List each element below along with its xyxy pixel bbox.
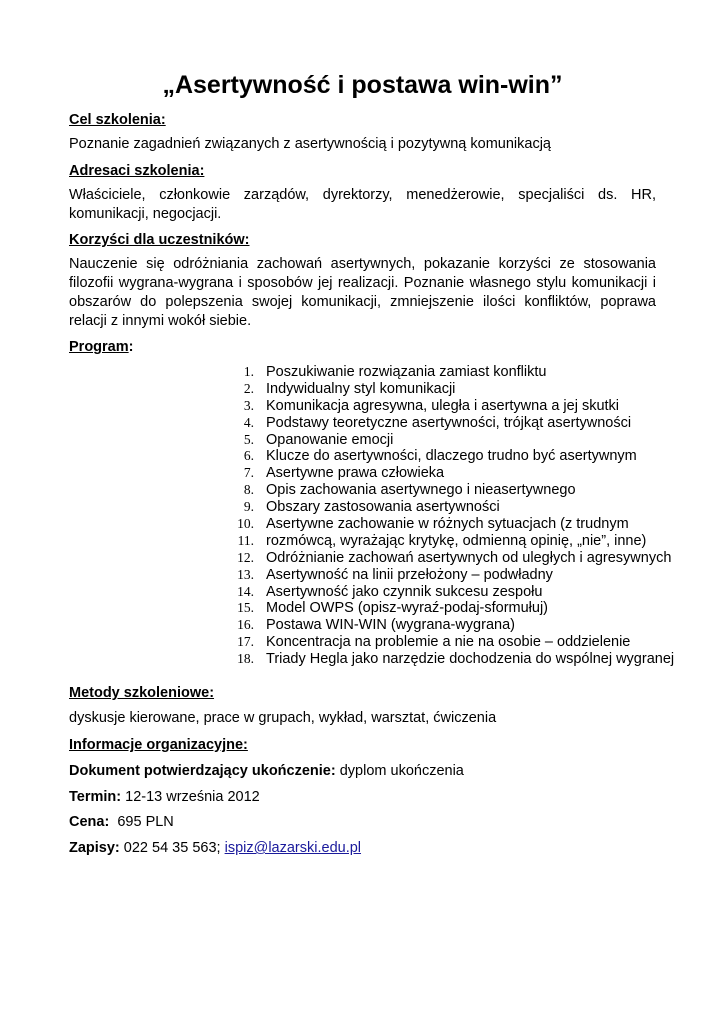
program-item	[224, 550, 674, 567]
program-item-number: 15.	[237, 600, 254, 616]
termin-label: Termin:	[69, 789, 122, 805]
document-title: „Asertywność i postawa win-win”	[162, 71, 563, 99]
termin-value: 12-13 września 2012	[121, 789, 260, 805]
program-heading	[69, 338, 133, 356]
program-list	[224, 364, 674, 668]
program-item	[224, 499, 674, 516]
program-item-number: 16.	[237, 617, 254, 633]
program-item-number: 9.	[243, 499, 254, 515]
program-item	[224, 617, 674, 634]
zapisy-phone: 022 54 35 563;	[119, 840, 225, 856]
program-item	[224, 482, 674, 499]
program-item-text: Obszary zastosowania asertywności	[266, 499, 500, 516]
program-item-number: 12.	[237, 549, 254, 565]
program-item-text: Asertywność jako czynnik sukcesu zespołu	[266, 583, 543, 600]
program-item	[224, 567, 674, 584]
program-item-number: 3.	[243, 397, 254, 413]
program-item-text: Indywidualny styl komunikacji	[266, 380, 456, 397]
program-heading-colon: :	[128, 339, 134, 355]
program-item	[224, 516, 674, 533]
program-item-text: Asertywne zachowanie w różnych sytuacjach (z trudnym	[266, 516, 629, 533]
dokument-line	[69, 762, 464, 780]
cena-label: Cena:	[69, 814, 110, 830]
program-item	[224, 634, 674, 651]
program-item	[224, 600, 674, 617]
program-item-text: Asertywność na linii przełożony – podwładny	[266, 566, 553, 583]
cena-line	[69, 813, 174, 831]
program-item	[224, 584, 674, 601]
program-item	[224, 465, 674, 482]
program-item-number: 18.	[237, 651, 254, 667]
program-item-text: Poszukiwanie rozwiązania zamiast konfliktu	[266, 364, 547, 380]
program-item-number: 8.	[243, 482, 254, 498]
program-item-number: 10.	[237, 516, 254, 532]
zapisy-label: Zapisy:	[69, 840, 120, 856]
dokument-label: Dokument potwierdzający ukończenie:	[69, 763, 336, 779]
program-item-text: Model OWPS (opisz-wyraź-podaj-sformułuj)	[266, 600, 549, 617]
cel-text: Poznanie zagadnień związanych z asertywnością i pozytywną komunikacją	[69, 136, 551, 152]
program-item-text: Asertywne prawa człowieka	[266, 465, 445, 482]
program-item-text: Triady Hegla jako narzędzie dochodzenia do wspólnej wygranej	[266, 651, 675, 668]
program-item	[224, 533, 674, 550]
dokument-value: dyplom ukończenia	[335, 763, 464, 779]
zapisy-email-link[interactable]: ispiz@lazarski.edu.pl	[224, 840, 362, 856]
program-item-number: 11.	[237, 532, 254, 548]
adresaci-text: Właściciele, członkowie zarządów, dyrektorzy, menedżerowie, specjaliści ds. HR, komunikacji, negocjacji.	[69, 187, 656, 222]
program-item-text: Postawa WIN-WIN (wygrana-wygrana)	[266, 617, 515, 634]
program-item-number: 13.	[237, 566, 254, 582]
metody-text: dyskusje kierowane, prace w grupach, wykład, warsztat, ćwiczenia	[69, 710, 497, 726]
program-item-number: 1.	[243, 364, 254, 379]
program-item-text: Opanowanie emocji	[266, 431, 394, 448]
program-item-number: 2.	[243, 380, 254, 396]
program-item-number: 4.	[243, 414, 254, 430]
program-item-text: Klucze do asertywności, dlaczego trudno być asertywnym	[266, 448, 637, 465]
program-item	[224, 651, 674, 668]
program-item-number: 5.	[243, 431, 254, 447]
program-item	[224, 364, 674, 381]
cel-heading: Cel szkolenia:	[69, 112, 166, 128]
program-item-number: 14.	[237, 583, 254, 599]
korzysci-text: Nauczenie się odróżniania zachowań asertywnych, pokazanie korzyści ze stosowania filozofii wygrana-wygrana i sposobów jej realizacji. Poznanie własnego stylu komunikacji i obszarów do polepszenia swojej komunikacji, zmniejszenie ilości konfliktów, poprawa relacji z innymi wokół siebie.	[69, 256, 656, 329]
program-item	[224, 415, 674, 432]
program-item-text: Opis zachowania asertywnego i nieasertywnego	[266, 482, 576, 499]
program-item-number: 6.	[243, 448, 254, 464]
program-item	[224, 448, 674, 465]
metody-heading: Metody szkoleniowe:	[69, 685, 215, 701]
program-item	[224, 398, 674, 415]
program-heading-label: Program	[69, 339, 129, 355]
adresaci-heading: Adresaci szkolenia:	[69, 163, 205, 179]
program-item-text: Komunikacja agresywna, uległa i asertywna a jej skutki	[266, 397, 620, 414]
program-item-number: 17.	[237, 634, 254, 650]
korzysci-heading: Korzyści dla uczestników:	[69, 232, 250, 248]
program-item-text: Odróżnianie zachowań asertywnych od uległych i agresywnych	[266, 549, 672, 566]
program-item-text: Koncentracja na problemie a nie na osobie – oddzielenie	[266, 634, 631, 651]
program-item-text: rozmówcą, wyrażając krytykę, odmienną opinię, „nie”, inne)	[266, 532, 647, 549]
informacje-heading: Informacje organizacyjne:	[69, 737, 248, 753]
program-item-number: 7.	[243, 465, 254, 481]
zapisy-line	[69, 839, 361, 857]
termin-line	[69, 788, 260, 806]
program-item-text: Podstawy teoretyczne asertywności, trójkąt asertywności	[266, 414, 632, 431]
program-item	[224, 381, 674, 398]
cena-value: 695 PLN	[109, 814, 174, 830]
program-item	[224, 432, 674, 449]
